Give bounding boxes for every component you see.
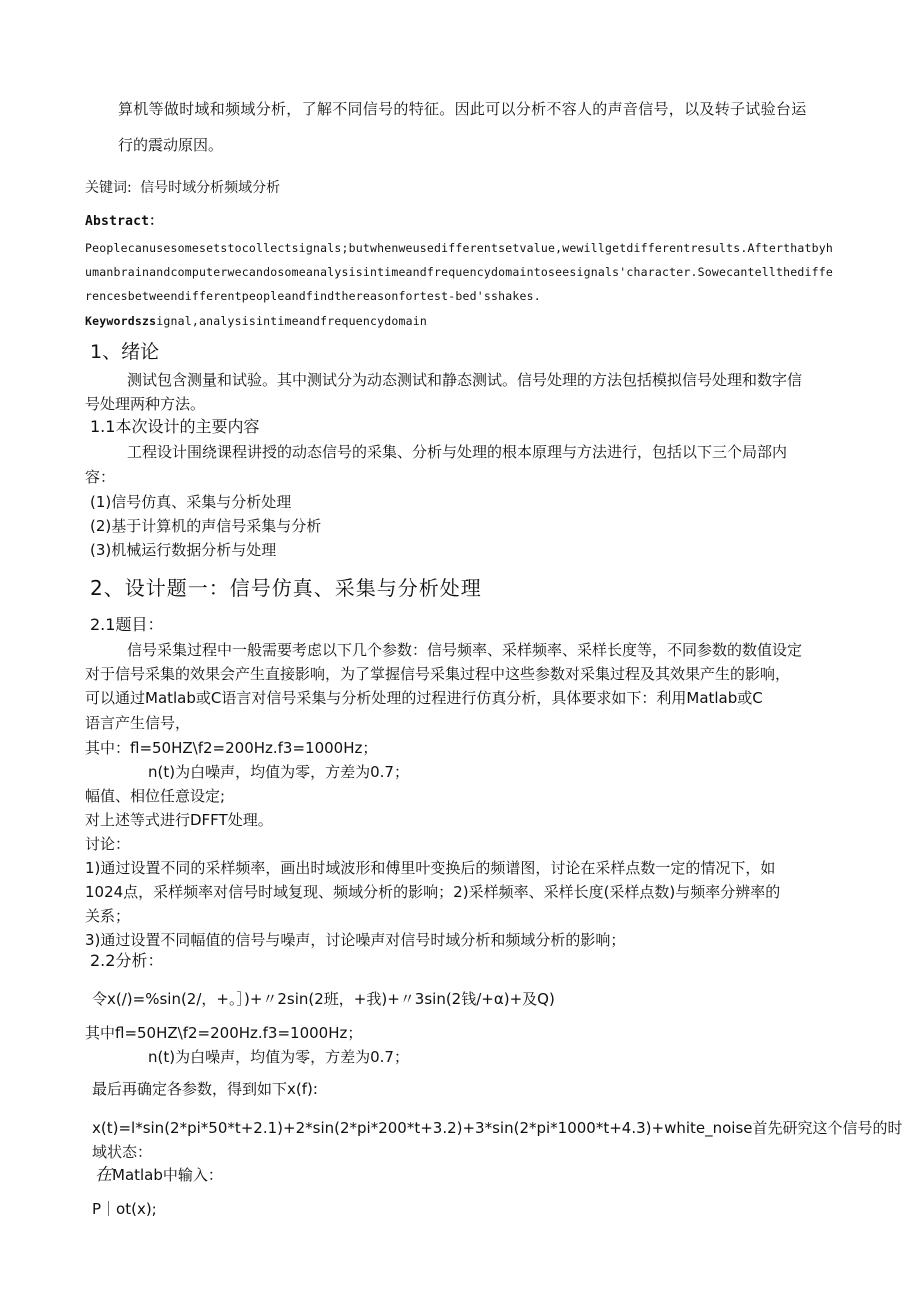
keywords-cn-text: 信号时域分析频域分析 [140, 180, 281, 196]
abstract-en-line-1: Peoplecanusesomesetstocollectsignals;butwhenweusedifferentsetvalue,wewillgetdifferentresults.Afterthatbyh [85, 241, 833, 255]
matlab-input-line [95, 1166, 223, 1184]
section-1-1-title: 1.1本次设计的主要内容 [90, 417, 260, 436]
section-2-2-title: 2.2分析： [90, 951, 164, 970]
section-2-1-para-line-2: 对于信号采集的效果会产生直接影响，为了掌握信号采集过程中这些参数对采集过程及其效果产生的影响， [85, 665, 791, 683]
signal-formula: 令x(/)=%sin(2/，+。］)+〃2sin(2班，+我)+〃3sin(2钱/+α)+及Q) [92, 990, 555, 1008]
matlab-input-prefix: 在 [95, 1165, 112, 1185]
section-1-para-line-2: 号处理两种方法。 [85, 395, 206, 413]
discussion-line-2: 1024点，采样频率对信号时域复现、频域分析的影响；2)采样频率、采样长度(采样点数)与频率分辨率的 [85, 883, 781, 901]
noise-line-2: n(t)为白噪声，均值为零，方差为0.7； [148, 1048, 409, 1066]
frequency-line-2: 其中fl=50HZ\f2=200Hz.f3=1000Hz； [85, 1024, 363, 1042]
abstract-cn-line-2: 行的震动原因。 [118, 136, 224, 154]
abstract-cn-line-1: 算机等做时域和频域分析，了解不同信号的特征。因此可以分析不容人的声音信号，以及转子试验台运 [118, 100, 807, 118]
parameter-line: 最后再确定各参数，得到如下x(f): [92, 1080, 318, 1098]
abstract-en-line-2: umanbrainandcomputerwecandosomeanalysisintimeandfrequencydomaintoseesignals'character.Sowecantellthediffe [85, 265, 833, 279]
xt-formula-line-1: x(t)=l*sin(2*pi*50*t+2.1)+2*sin(2*pi*200*t+3.2)+3*sin(2*pi*1000*t+4.3)+white_noise首先研究这个信号的时 [92, 1119, 903, 1137]
list-item: (1)信号仿真、采集与分析处理 [90, 493, 292, 511]
keywords-en [85, 312, 427, 330]
discussion-line-1: 1)通过设置不同的采样频率，画出时域波形和傅里叶变换后的频谱图，讨论在采样点数一定的情况下，如 [85, 859, 776, 877]
section-2-title: 2、设计题一：信号仿真、采集与分析处理 [90, 576, 482, 600]
section-1-title: 1、绪论 [90, 341, 160, 363]
abstract-en-label: Abstract： [85, 214, 163, 229]
section-1-para-line-1: 测试包含测量和试验。其中测试分为动态测试和静态测试。信号处理的方法包括模拟信号处理和数字信 [127, 371, 803, 389]
noise-line: n(t)为白噪声，均值为零，方差为0.7； [148, 763, 409, 781]
keywords-cn [85, 179, 280, 197]
section-2-1-para-line-3: 可以通过Matlab或C语言对信号采集与分析处理的过程进行仿真分析，具体要求如下：利用Matlab或C [85, 689, 763, 707]
plot-command: P｜ot(x); [92, 1200, 157, 1218]
xt-formula-line-2: 域状态： [92, 1143, 153, 1161]
keywords-en-text: ignal,analysisintimeandfrequencydomain [156, 314, 427, 328]
section-1-1-para-line-1: 工程设计围绕课程讲授的动态信号的采集、分析与处理的根本原理与方法进行，包括以下三个局部内 [127, 443, 788, 461]
dfft-line: 对上述等式进行DFFT处理。 [85, 811, 273, 829]
list-item: (2)基于计算机的声信号采集与分析 [90, 517, 322, 535]
amplitude-line: 幅值、相位任意设定; [85, 787, 226, 805]
section-1-1-para-line-2: 容： [85, 468, 116, 486]
keywords-cn-label: 关键词: [85, 180, 132, 196]
discussion-line-4: 3)通过设置不同幅值的信号与噪声，讨论噪声对信号时域分析和频域分析的影响； [85, 931, 626, 949]
discussion-label: 讨论： [85, 835, 131, 853]
abstract-en-line-3: rencesbetweendifferentpeopleandfindthereasonfortest-bed'sshakes. [85, 289, 541, 303]
section-2-1-para-line-1: 信号采集过程中一般需要考虑以下几个参数：信号频率、采样频率、采样长度等，不同参数的数值设定 [127, 641, 803, 659]
section-2-1-title: 2.1题目： [90, 615, 164, 634]
keywords-en-label: Keywordszs [85, 314, 157, 328]
discussion-line-3: 关系； [85, 907, 131, 925]
list-item: (3)机械运行数据分析与处理 [90, 541, 277, 559]
frequency-line: 其中：fl=50HZ\f2=200Hz.f3=1000Hz； [85, 739, 378, 757]
section-2-1-para-line-4: 语言产生信号， [85, 714, 191, 732]
matlab-input-text: Matlab中输入： [112, 1166, 223, 1184]
